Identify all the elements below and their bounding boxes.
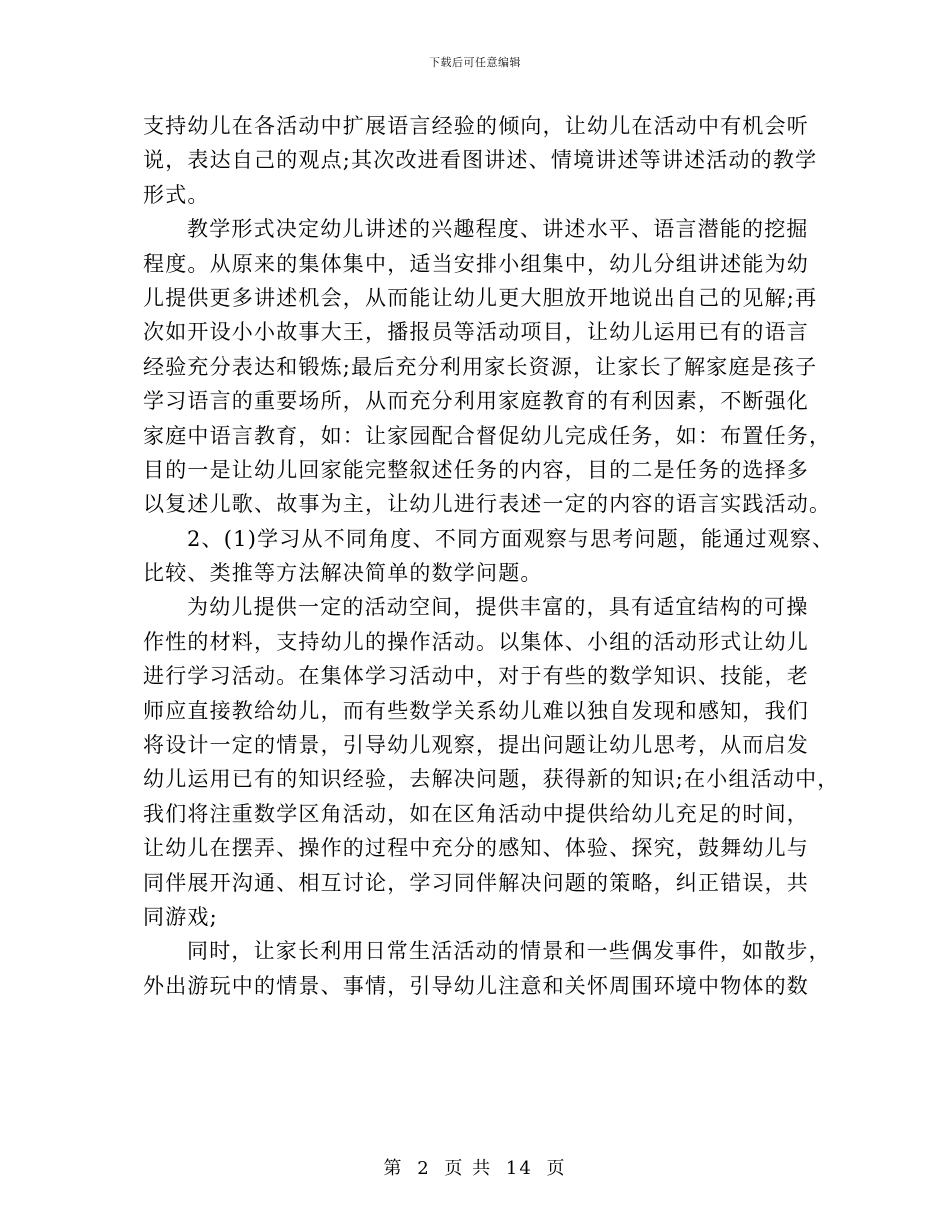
text-line: 说，表达自己的观点;其次改进看图讲述、情境讲述等讲述活动的教学 xyxy=(143,148,818,173)
page-number-prefix: 第 xyxy=(383,1158,404,1179)
text-line: 程度。从原来的集体集中，适当安排小组集中，幼儿分组讲述能为幼 xyxy=(143,251,809,276)
text-line: 家庭中语言教育，如：让家园配合督促幼儿完成任务，如：布置任务， xyxy=(143,423,832,448)
page-number-middle: 页 共 xyxy=(444,1158,493,1179)
text-line: 进行学习活动。在集体学习活动中，对于有些的数学知识、技能，老 xyxy=(143,664,809,689)
text-line: 经验充分表达和锻炼;最后充分利用家长资源，让家长了解家庭是孩子 xyxy=(143,354,818,379)
text-line: 以复述儿歌、故事为主，让幼儿进行表述一定的内容的语言实践活动。 xyxy=(143,492,832,517)
page-number-suffix: 页 xyxy=(546,1158,567,1179)
page-footer xyxy=(0,1154,950,1180)
text-line: 作性的材料，支持幼儿的操作活动。以集体、小组的活动形式让幼儿 xyxy=(143,629,809,654)
text-line: 支持幼儿在各活动中扩展语言经验的倾向，让幼儿在活动中有机会听 xyxy=(143,114,809,138)
text-line: 让幼儿在摆弄、操作的过程中充分的感知、体验、探究，鼓舞幼儿与 xyxy=(143,836,809,861)
section-heading-line: 2、(1)学习从不同角度、不同方面观察与思考问题，能通过观察、 xyxy=(187,526,835,551)
text-line: 将设计一定的情景，引导幼儿观察，提出问题让幼儿思考，从而启发 xyxy=(143,733,809,758)
text-line: 儿提供更多讲述机会，从而能让幼儿更大胆放开地说出自己的见解;再 xyxy=(143,285,818,310)
current-page-number: 2 xyxy=(417,1158,431,1179)
text-line: 目的一是让幼儿回家能完整叙述任务的内容，目的二是任务的选择多 xyxy=(143,457,809,482)
paragraph-start-line: 同时，让家长利用日常生活活动的情景和一些偶发事件，如散步， xyxy=(187,939,831,964)
text-line: 师应直接教给幼儿，而有些数学关系幼儿难以独自发现和感知，我们 xyxy=(143,698,809,723)
text-line: 同游戏; xyxy=(143,904,218,929)
text-line: 次如开设小小故事大王，播报员等活动项目，让幼儿运用已有的语言 xyxy=(143,320,809,345)
text-line: 学习语言的重要场所，从而充分利用家庭教育的有利因素，不断强化 xyxy=(143,389,809,414)
paragraph-start-line: 为幼儿提供一定的活动空间，提供丰富的，具有适宜结构的可操 xyxy=(187,595,809,620)
paragraph-start-line: 教学形式决定幼儿讲述的兴趣程度、讲述水平、语言潜能的挖掘 xyxy=(187,217,809,242)
document-body xyxy=(143,109,843,1003)
text-line: 形式。 xyxy=(143,182,210,207)
total-pages-number: 14 xyxy=(505,1158,533,1179)
text-line: 我们将注重数学区角活动，如在区角活动中提供给幼儿充足的时间， xyxy=(143,801,809,826)
page-header: 下载后可任意编辑 xyxy=(429,56,521,69)
text-line: 同伴展开沟通、相互讨论，学习同伴解决问题的策略，纠正错误，共 xyxy=(143,870,809,895)
text-line: 外出游玩中的情景、事情，引导幼儿注意和关怀周围环境中物体的数 xyxy=(143,973,809,998)
text-line: 幼儿运用已有的知识经验，去解决问题，获得新的知识;在小组活动中， xyxy=(143,767,840,792)
text-line: 比较、类推等方法解决简单的数学问题。 xyxy=(143,561,543,586)
